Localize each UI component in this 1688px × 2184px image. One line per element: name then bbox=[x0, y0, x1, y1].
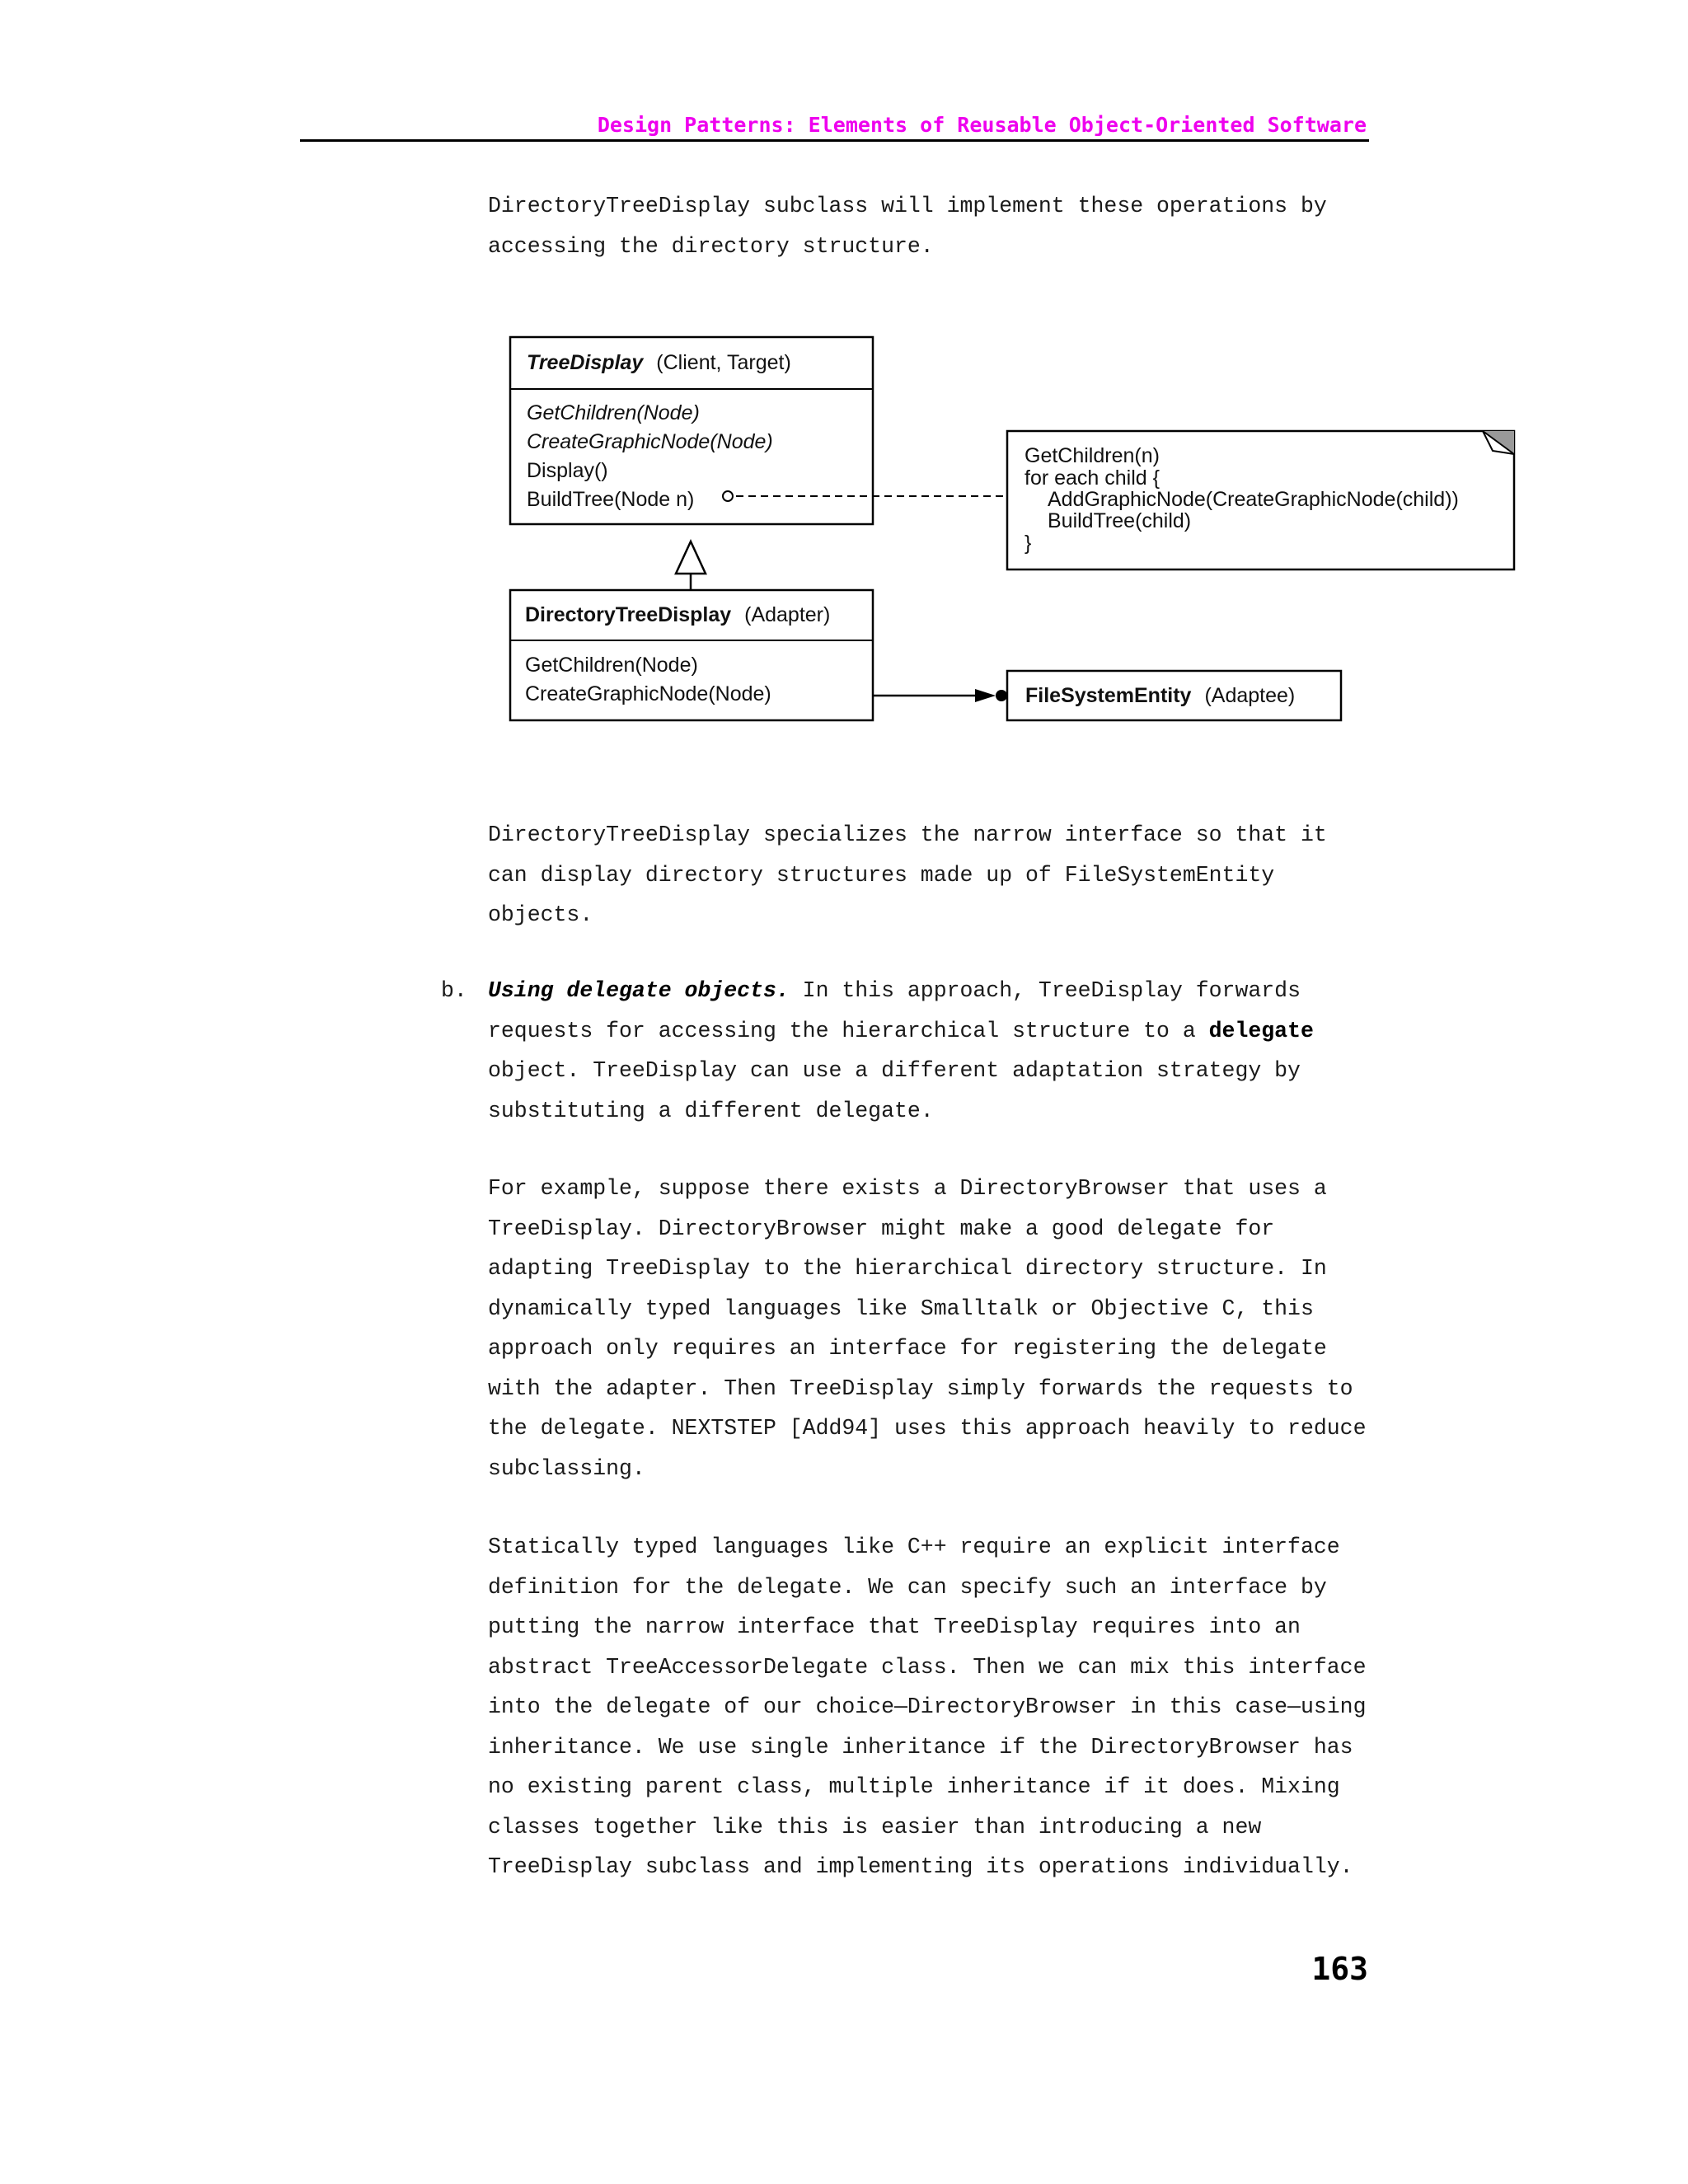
class-role: (Adapter) bbox=[744, 603, 831, 626]
statically-typed-paragraph bbox=[488, 1527, 1411, 1887]
paragraph-line: requests for accessing the hierarchical structure to a delegate bbox=[488, 1018, 1314, 1043]
class-name: DirectoryTreeDisplay bbox=[525, 603, 732, 626]
list-marker-b: b. bbox=[441, 978, 467, 1003]
inheritance-triangle bbox=[676, 541, 706, 574]
paragraph-line: classes together like this is easier than introducing a new bbox=[488, 1814, 1262, 1840]
intro-line: accessing the directory structure. bbox=[488, 233, 934, 259]
paragraph-line: adapting TreeDisplay to the hierarchical directory structure. In bbox=[488, 1256, 1327, 1281]
operation-create-graphic-node: CreateGraphicNode(Node) bbox=[527, 430, 773, 453]
example-paragraph bbox=[488, 1169, 1411, 1488]
svg-text:FileSystemEntity(Adaptee) bbox=[1025, 684, 1295, 707]
paragraph-line: dynamically typed languages like Smalltalk or Objective C, this bbox=[488, 1296, 1314, 1321]
paragraph-line: For example, suppose there exists a DirectoryBrowser that uses a bbox=[488, 1176, 1327, 1201]
svg-text:DirectoryTreeDisplay(Adapter) bbox=[525, 603, 830, 626]
class-directory-tree-display bbox=[510, 590, 873, 720]
delegate-term: delegate bbox=[1208, 1018, 1314, 1043]
page-number: 163 bbox=[1311, 1951, 1368, 1987]
paragraph-line: approach only requires an interface for registering the delegate bbox=[488, 1336, 1327, 1361]
item-title: Using delegate objects. bbox=[488, 978, 790, 1003]
svg-text:TreeDisplay(Client, Target) bbox=[527, 351, 791, 374]
note-line: BuildTree(child) bbox=[1048, 509, 1192, 532]
paragraph-line: putting the narrow interface that TreeDisplay requires into an bbox=[488, 1615, 1301, 1639]
delegate-objects-paragraph bbox=[488, 971, 1411, 1131]
paragraph-line: definition for the delegate. We can specify such an interface by bbox=[488, 1574, 1327, 1600]
operation-display: Display() bbox=[527, 459, 608, 482]
paragraph-line: abstract TreeAccessorDelegate class. Then we can mix this interface bbox=[488, 1654, 1367, 1680]
class-name: TreeDisplay bbox=[527, 351, 644, 374]
paragraph-line: TreeDisplay. DirectoryBrowser might make a good delegate for bbox=[488, 1216, 1275, 1241]
paragraph-line: can display directory structures made up of FileSystemEntity bbox=[488, 862, 1275, 888]
class-file-system-entity bbox=[1007, 671, 1341, 720]
paragraph-line: subclassing. bbox=[488, 1455, 645, 1481]
paragraph-line: no existing parent class, multiple inheritance if it does. Mixing bbox=[488, 1774, 1340, 1799]
note-line: GetChildren(n) bbox=[1025, 444, 1160, 467]
note-line: for each child { bbox=[1025, 466, 1160, 490]
specializes-paragraph bbox=[488, 815, 1411, 935]
note-line: AddGraphicNode(CreateGraphicNode(child)) bbox=[1048, 488, 1459, 511]
implementation-note bbox=[1007, 431, 1514, 569]
class-tree-display bbox=[510, 337, 873, 524]
operation-get-children: GetChildren(Node) bbox=[525, 654, 698, 677]
paragraph-line: the delegate. NEXTSTEP [Add94] uses this approach heavily to reduce bbox=[488, 1416, 1367, 1441]
intro-line: DirectoryTreeDisplay subclass will implement these operations by bbox=[488, 194, 1327, 218]
operation-create-graphic-node: CreateGraphicNode(Node) bbox=[525, 682, 771, 705]
paragraph-line: inheritance. We use single inheritance if the DirectoryBrowser has bbox=[488, 1734, 1353, 1760]
class-role: (Client, Target) bbox=[656, 351, 791, 374]
operation-build-tree: BuildTree(Node n) bbox=[527, 488, 695, 511]
paragraph-line: Using delegate objects. In this approach, TreeDisplay forwards bbox=[488, 978, 1301, 1003]
paragraph-line: substituting a different delegate. bbox=[488, 1098, 934, 1123]
paragraph-line: into the delegate of our choice—DirectoryBrowser in this case—using bbox=[488, 1694, 1367, 1719]
paragraph-line: with the adapter. Then TreeDisplay simply forwards the requests to bbox=[488, 1376, 1353, 1401]
note-line: } bbox=[1025, 532, 1032, 555]
paragraph-line: objects. bbox=[488, 902, 593, 927]
paragraph-line: DirectoryTreeDisplay specializes the narrow interface so that it bbox=[488, 823, 1327, 847]
note-anchor-circle bbox=[723, 491, 733, 501]
class-role: (Adaptee) bbox=[1204, 684, 1296, 707]
paragraph-line: TreeDisplay subclass and implementing its operations individually. bbox=[488, 1854, 1353, 1879]
paragraph-line: object. TreeDisplay can use a different adaptation strategy by bbox=[488, 1058, 1301, 1083]
association-many-dot bbox=[996, 690, 1007, 701]
paragraph-line: Statically typed languages like C++ require an explicit interface bbox=[488, 1535, 1340, 1559]
running-header: Design Patterns: Elements of Reusable Object-Oriented Software bbox=[597, 113, 1367, 137]
association-arrowhead bbox=[975, 689, 996, 702]
operation-get-children: GetChildren(Node) bbox=[527, 401, 700, 424]
class-name: FileSystemEntity bbox=[1025, 684, 1192, 707]
